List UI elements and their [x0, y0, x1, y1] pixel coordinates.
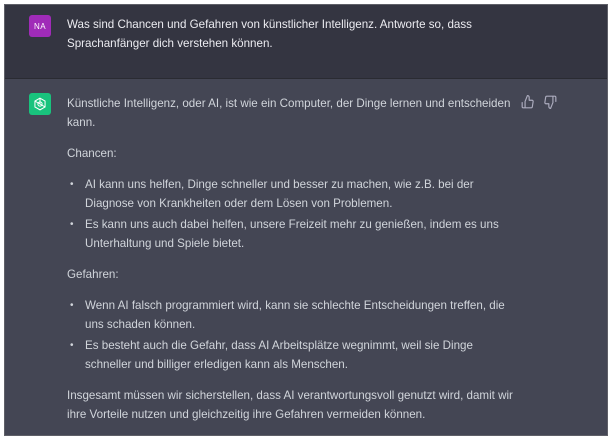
chat-window — [4, 4, 608, 436]
bullet-icon: • — [70, 219, 74, 230]
chancen-heading: Chancen: — [67, 147, 117, 160]
bullet-icon: • — [70, 340, 74, 351]
list-item: • Wenn AI falsch programmiert wird, kann sie schlechte Entscheidungen treffen, die uns schaden können. — [67, 296, 517, 334]
assistant-conclusion: Insgesamt müssen wir sicherstellen, dass AI verantwortungsvoll genutzt wird, damit wir ihre Vorteile nutzen und gleichzeitig ihre Gefahren vermeiden können. — [67, 389, 513, 421]
user-initials: NA — [33, 21, 47, 31]
user-message-text: Was sind Chancen und Gefahren von künstlicher Intelligenz. Antworte so, dass Sprachanfänger dich verstehen können. — [67, 18, 472, 50]
bullet-icon: • — [70, 300, 74, 311]
chancen-list — [67, 175, 517, 253]
list-item: • Es kann uns auch dabei helfen, unsere Freizeit mehr zu genießen, indem es uns Unterhaltung und Spiele bietet. — [67, 215, 517, 253]
assistant-message — [67, 94, 517, 436]
user-message-row — [5, 5, 607, 79]
thumbs-up-icon[interactable] — [521, 95, 535, 109]
thumbs-down-icon[interactable] — [543, 95, 557, 109]
assistant-message-row — [5, 79, 607, 436]
gefahren-heading: Gefahren: — [67, 268, 119, 281]
bullet-icon: • — [70, 179, 74, 190]
list-item: • Es besteht auch die Gefahr, dass AI Arbeitsplätze wegnimmt, weil sie Dinge schneller und billiger erledigen kann als Menschen. — [67, 336, 517, 374]
user-avatar — [29, 15, 51, 37]
list-item: • AI kann uns helfen, Dinge schneller und besser zu machen, wie z.B. bei der Diagnose von Krankheiten oder dem Lösen von Problemen. — [67, 175, 517, 213]
gefahren-list — [67, 296, 517, 374]
feedback-buttons — [521, 95, 557, 109]
assistant-intro: Künstliche Intelligenz, oder AI, ist wie ein Computer, der Dinge lernen und entscheiden kann. — [67, 97, 511, 129]
openai-logo-icon — [29, 93, 51, 115]
